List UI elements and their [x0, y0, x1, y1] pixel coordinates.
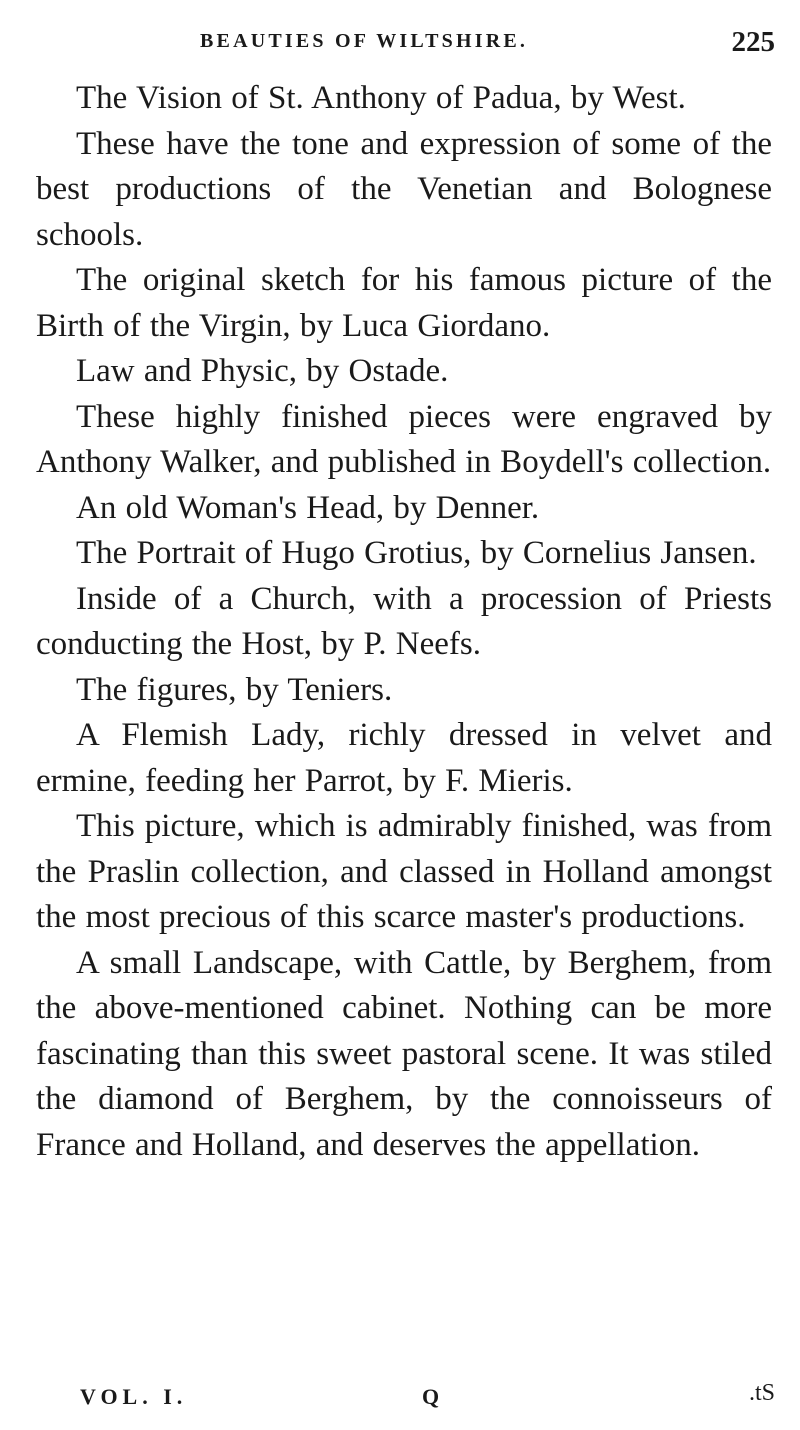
volume-label: VOL. I. — [80, 1384, 188, 1409]
paragraph: A small Landscape, with Cattle, by Berghem, from the above-mentioned cabinet. Nothing can be more fascinating than this sweet pastoral scene. It was stiled the diamond of Berghem, by the connoisseurs of France and Holland, and deserves the appellation. — [36, 944, 772, 1163]
paragraph: Law and Physic, by Ostade. — [76, 353, 449, 389]
paragraph: The figures, by Teniers. — [76, 671, 393, 708]
running-title: BEAUTIES OF WILTSHIRE. — [200, 30, 529, 52]
catchword: .tS — [748, 1380, 775, 1406]
page-number: 225 — [731, 26, 775, 58]
paragraph: A Flemish Lady, richly dressed in velvet and ermine, feeding her Parrot, by F. Mieris. — [36, 717, 772, 799]
paragraph: The Vision of St. Anthony of Padua, by West. — [76, 80, 686, 116]
body-text — [36, 76, 772, 1168]
paragraph: The original sketch for his famous picture of the Birth of the Virgin, by Luca Giordano. — [36, 262, 772, 344]
paragraph: These have the tone and expression of some of the best productions of the Venetian and Bolognese schools. — [36, 125, 772, 253]
paragraph: Inside of a Church, with a procession of Priests conducting the Host, by P. Neefs. — [36, 580, 772, 662]
paragraph: This picture, which is admirably finished, was from the Praslin collection, and classed in Holland amongst the most precious of this scarce master's productions. — [36, 808, 772, 935]
paragraph: The Portrait of Hugo Grotius, by Cornelius Jansen. — [76, 535, 757, 571]
paragraph: An old Woman's Head, by Denner. — [76, 489, 540, 526]
signature-mark: Q — [422, 1384, 440, 1409]
page-footer — [60, 1378, 775, 1418]
paragraph: These highly finished pieces were engraved by Anthony Walker, and published in Boydell's collection. — [36, 398, 772, 480]
running-head — [200, 26, 775, 66]
